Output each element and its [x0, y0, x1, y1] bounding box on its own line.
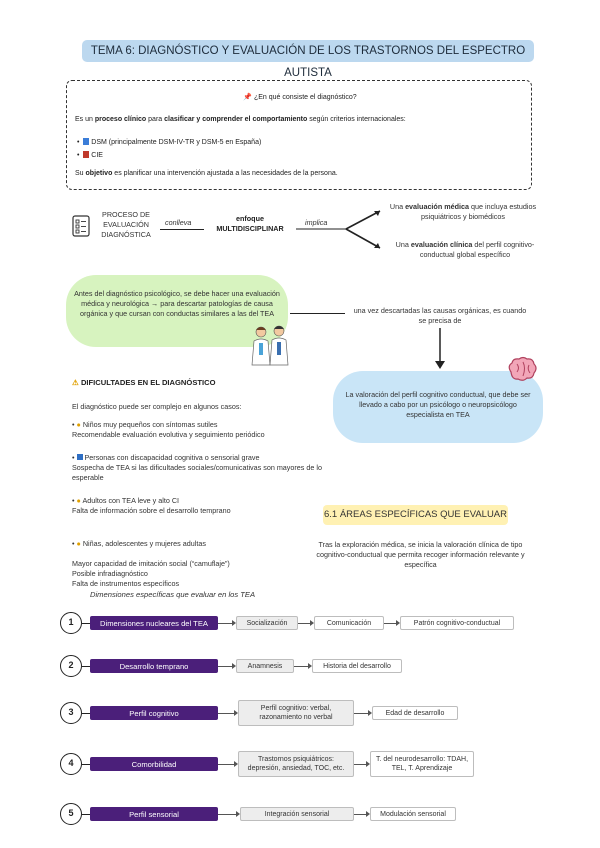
difficulties-heading: ⚠ DIFICULTADES EN EL DIAGNÓSTICO	[72, 378, 216, 387]
pin-icon: 📌	[243, 94, 253, 101]
dimension-connector	[82, 764, 90, 765]
conlleva-line	[160, 229, 204, 230]
dimension-number: 4	[60, 753, 82, 775]
dimension-arrow	[354, 713, 369, 714]
intro-bullet-cie: • CIE	[77, 152, 103, 159]
dimension-arrow	[218, 764, 235, 765]
dimension-connector	[82, 814, 90, 815]
middle-text: una vez descartadas las causas orgánicas, es cuando se precisa de	[353, 306, 527, 325]
dimension-number: 2	[60, 655, 82, 677]
dimension-item: Trastornos psiquiátricos: depresión, ansiedad, TOC, etc.	[238, 751, 354, 777]
dimension-item: Patrón cognitivo-conductual	[400, 616, 514, 630]
dimension-item: T. del neurodesarrollo: TDAH, TEL, T. Aprendizaje	[370, 751, 474, 777]
dimension-arrow	[218, 666, 233, 667]
connector-line	[290, 313, 345, 314]
implica-label: implica	[305, 218, 328, 227]
page-title: TEMA 6: DIAGNÓSTICO Y EVALUACIÓN DE LOS TRASTORNOS DEL ESPECTRO AUTISTA	[82, 40, 534, 62]
branch-medical: Una evaluación médica que incluya estudios psiquiátricos y biomédicos	[389, 202, 537, 221]
warning-icon: ⚠	[72, 378, 79, 387]
dimension-item: Socialización	[236, 616, 298, 630]
dimension-item: Modulación sensorial	[370, 807, 456, 821]
accessibility-icon	[77, 454, 83, 460]
down-arrow	[434, 328, 446, 370]
difficulties-intro: El diagnóstico puede ser complejo en algunos casos:	[72, 402, 242, 411]
dimensions-caption: Dimensiones específicas que evaluar en los TEA	[90, 590, 256, 599]
section-61-text: Tras la exploración médica, se inicia la valoración clínica de tipo cognitivo-conductual que permita recoger información relevante y específica	[316, 540, 525, 569]
dimension-item: Historia del desarrollo	[312, 659, 402, 673]
dimension-label: Dimensiones nucleares del TEA	[90, 616, 218, 630]
intro-box	[66, 80, 532, 190]
book-red-icon	[83, 151, 89, 158]
dimension-item: Integración sensorial	[240, 807, 354, 821]
difficulty-item: • ● Adultos con TEA leve y alto CI Falta de información sobre el desarrollo temprano	[72, 496, 231, 515]
adult-icon: ●	[76, 496, 81, 505]
process-label: PROCESO DE EVALUACIÓN DIAGNÓSTICA	[101, 210, 151, 239]
medical-evaluation-text: Antes del diagnóstico psicológico, se debe hacer una evaluación médica y neurológica → para descartar patologías de causa orgánica y que cursan con conductas similares a las del TEA	[74, 289, 280, 318]
conlleva-label: conlleva	[165, 218, 192, 227]
book-blue-icon	[83, 138, 89, 145]
dimension-number: 5	[60, 803, 82, 825]
dimension-connector	[82, 713, 90, 714]
dimension-label: Perfil sensorial	[90, 807, 218, 821]
dimension-label: Desarrollo temprano	[90, 659, 218, 673]
dimension-connector	[82, 623, 90, 624]
enfoque-label: enfoque MULTIDISCIPLINAR	[216, 214, 284, 233]
dimension-number: 1	[60, 612, 82, 634]
baby-icon: ●	[76, 420, 81, 429]
difficulty-item: • ● Niños muy pequeños con síntomas sutiles Recomendable evaluación evolutiva y seguimiento periódico	[72, 420, 265, 439]
difficulty-item: • ● Niñas, adolescentes y mujeres adultas Mayor capacidad de imitación social (“camuflaje”) Posible infradiagnóstico Falta de instrumentos específicos	[72, 539, 230, 588]
doctors-illustration	[248, 323, 292, 367]
checklist-icon	[72, 215, 90, 237]
branch-clinical: Una evaluación clínica del perfil cognitivo-conductual global específico	[395, 240, 535, 259]
dimension-item: Edad de desarrollo	[372, 706, 458, 720]
branch-arrows	[296, 205, 386, 255]
dimension-arrow	[218, 623, 233, 624]
dimension-item: Perfil cognitivo: verbal, razonamiento no verbal	[238, 700, 354, 726]
dimension-arrow	[294, 666, 309, 667]
intro-bullet-dsm: • DSM (principalmente DSM-IV-TR y DSM-5 en España)	[77, 139, 262, 146]
dimension-number: 3	[60, 702, 82, 724]
dimension-item: Anamnesis	[236, 659, 294, 673]
cognitive-profile-text: La valoración del perfil cognitivo conductual, que debe ser llevado a cabo por un psicólogo o neuropsicólogo especialista en TEA	[345, 390, 531, 419]
difficulty-item: • Personas con discapacidad cognitiva o sensorial grave Sospecha de TEA si las dificultades sociales/comunicativas son mayores de lo esperable	[72, 453, 322, 482]
dimension-item: Comunicación	[314, 616, 384, 630]
intro-line2: Su objetivo es planificar una intervención ajustada a las necesidades de la persona.	[75, 170, 338, 177]
dimension-arrow	[218, 814, 237, 815]
dimension-label: Comorbilidad	[90, 757, 218, 771]
dimension-label: Perfil cognitivo	[90, 706, 218, 720]
dimension-connector	[82, 666, 90, 667]
girl-icon: ●	[76, 539, 81, 548]
brain-icon	[505, 356, 539, 384]
intro-line1: Es un proceso clínico para clasificar y comprender el comportamiento según criterios internacionales:	[75, 116, 406, 123]
dimension-arrow	[218, 713, 235, 714]
intro-question: ¿En qué consiste el diagnóstico?	[253, 94, 357, 101]
section-61-heading: 6.1 ÁREAS ESPECÍFICAS QUE EVALUAR	[323, 505, 508, 525]
